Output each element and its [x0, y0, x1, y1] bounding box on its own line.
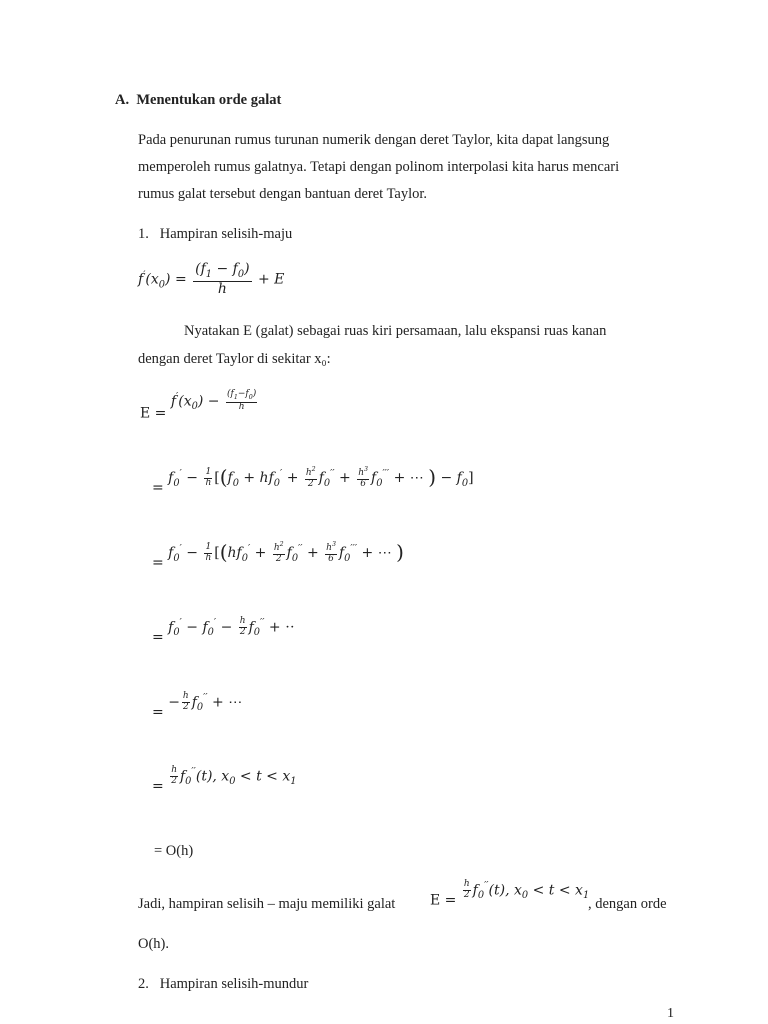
conclusion-order: O(h). — [138, 936, 170, 952]
galat-paragraph-line-1: Nyatakan E (galat) sebagai ruas kiri persamaan, lalu ekspansi ruas kanan — [184, 323, 607, 339]
order-result: = O(h) — [154, 843, 194, 859]
galat-paragraph-line-2: dengan deret Taylor di sekitar x₀: — [138, 351, 331, 367]
item2-heading: 2. Hampiran selisih-mundur — [138, 976, 309, 992]
section-heading: A. Menentukan orde galat — [115, 92, 282, 108]
derivation-step-1: $E = f'(x_0)$ − $\frac{(f_1-f_0)}{h}$ — [140, 389, 257, 422]
item1-heading: 1. Hampiran selisih-maju — [138, 226, 293, 242]
derivation-step-5: = − $\frac{h}{2}$ $f_0''$ + ⋯ — [152, 691, 243, 721]
derivation-step-6: = $\frac{h}{2}$ $f_0''(t)$, $x_0 < t < x_1$ — [152, 765, 297, 795]
derivation-step-4: = $f_0' - f_0'$ − $\frac{h}{2}$ $f_0''$ + ⋅⋅ — [152, 616, 295, 646]
page-number: 1 — [667, 1006, 674, 1021]
conclusion-formula: E = $\frac{h}{2}$ $f_0''(t)$, $x_0 < t < x_1$ — [430, 879, 590, 909]
derivation-step-3: = $f_0'$ − $\frac{1}{h}$ [($hf_0'$ + $\frac{h^2}{2}$ $f_0''$ + $\frac{h^3}{6}$ $f_0'''$ + ⋯ ) — [152, 540, 404, 571]
conclusion-end: , dengan orde — [588, 896, 667, 912]
conclusion-text: Jadi, hampiran selisih – maju memiliki galat — [138, 896, 396, 912]
intro-line-2: memperoleh rumus galatnya. Tetapi dengan polinom interpolasi kita harus mencari — [138, 159, 620, 175]
intro-line-3: rumus galat tersebut dengan bantuan deret Taylor. — [138, 186, 428, 202]
derivation-step-2: = $f_0'$ − $\frac{1}{h}$ [($f_0 + hf_0'$ + $\frac{h^2}{2}$ $f_0''$ + $\frac{h^3}{6}$ $f_0'''$ + ⋯ ) − $f_0$] — [152, 465, 474, 496]
intro-line-1: Pada penurunan rumus turunan numerik dengan deret Taylor, kita dapat langsung — [138, 132, 610, 148]
forward-difference-formula: $f'(x_0)$ = $\frac{(f_1 - f_0)}{h}$ + E — [138, 261, 285, 297]
